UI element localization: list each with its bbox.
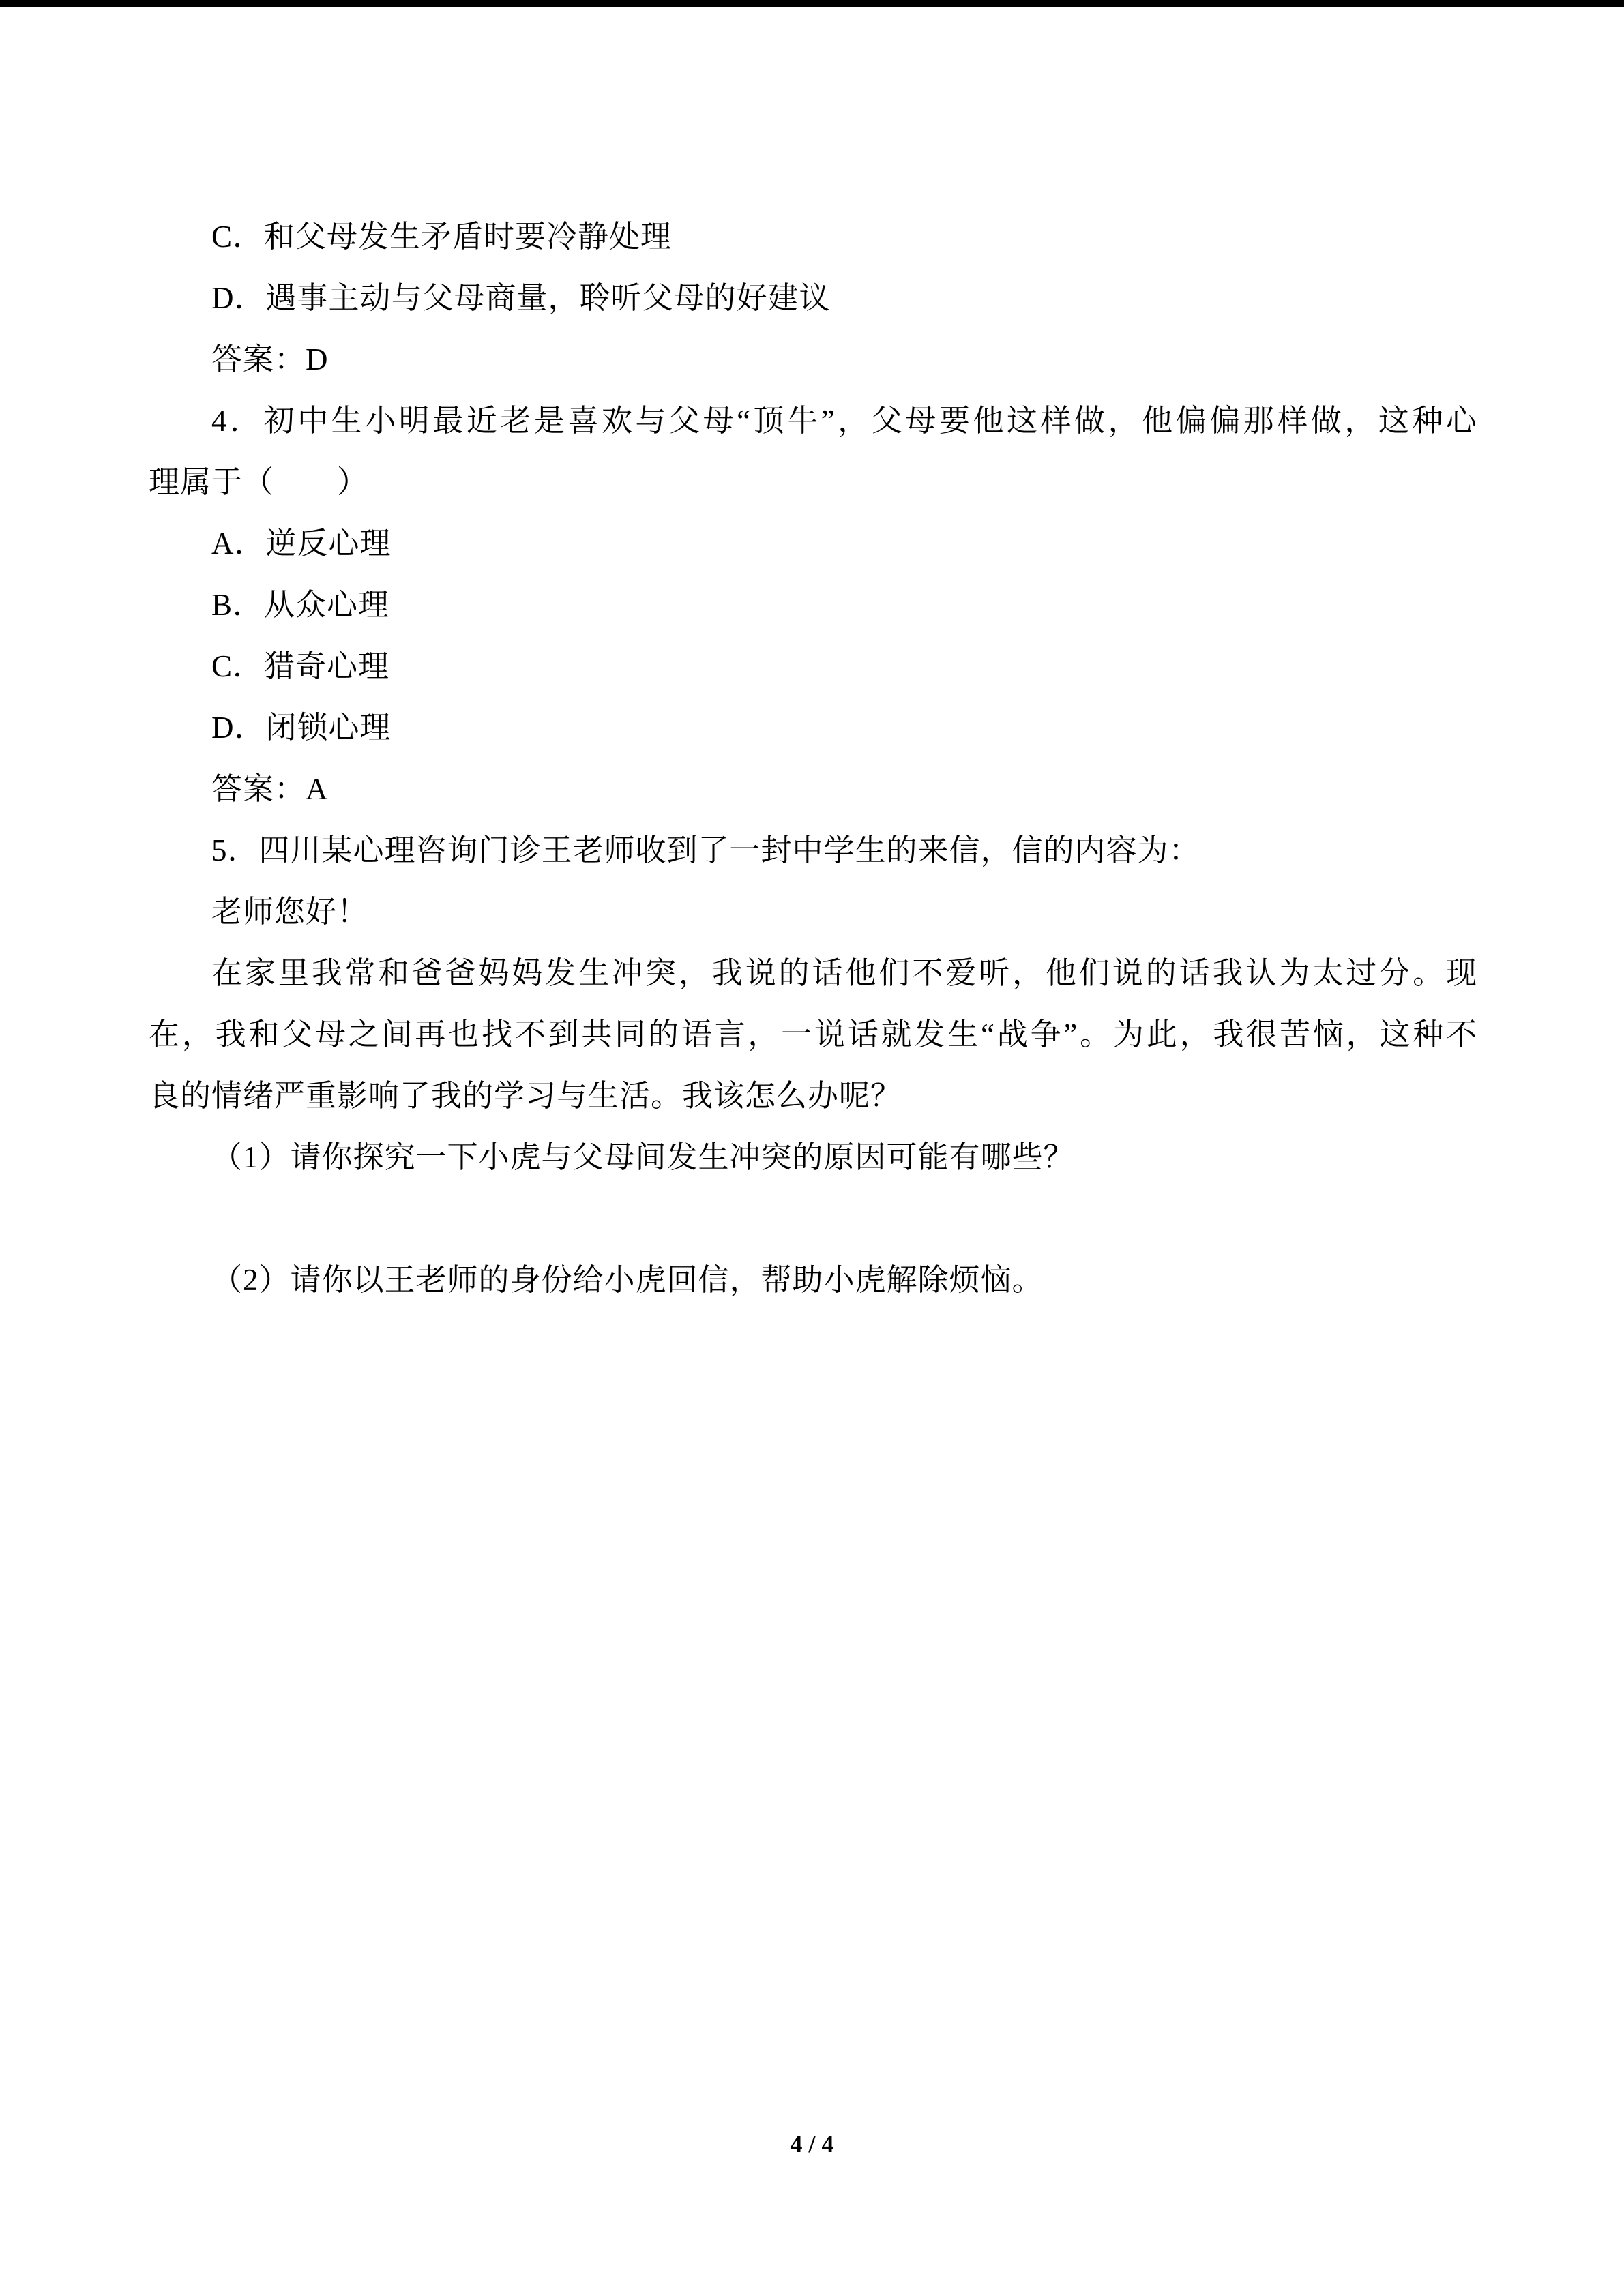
answer-q3: 答案：D (211, 342, 329, 376)
option-a-q4: A．逆反心理 (211, 526, 392, 561)
letter-body-line-2: 在，我和父母之间再也找不到共同的语言，一说话就发生“战争”。为此，我很苦恼，这种不 (149, 1017, 1477, 1052)
top-border (0, 0, 1624, 7)
letter-body-line-1: 在家里我常和爸爸妈妈发生冲突，我说的话他们不爱听，他们说的话我认为太过分。现 (211, 956, 1477, 990)
letter-greeting: 老师您好！ (211, 895, 369, 929)
option-b-q4: B．从众心理 (211, 588, 390, 622)
page-number: 4 / 4 (790, 2130, 834, 2158)
question-4-line-1: 4．初中生小明最近老是喜欢与父母“顶牛”，父母要他这样做，他偏偏那样做，这种心 (211, 404, 1477, 438)
document-text-block (149, 206, 1477, 1311)
option-d-q4: D．闭锁心理 (211, 711, 392, 745)
blank-line (149, 1188, 1477, 1249)
question-5-intro: 5．四川某心理咨询门诊王老师收到了一封中学生的来信，信的内容为： (211, 833, 1200, 867)
question-5-part-1: （1）请你探究一下小虎与父母间发生冲突的原因可能有哪些？ (211, 1140, 1075, 1174)
question-4-line-2: 理属于（ ） (149, 465, 369, 499)
option-c-q4: C．猎奇心理 (211, 649, 390, 683)
letter-body-line-3: 良的情绪严重影响了我的学习与生活。我该怎么办呢？ (149, 1079, 902, 1113)
option-c-q3: C．和父母发生矛盾时要冷静处理 (211, 220, 673, 254)
option-d-q3: D．遇事主动与父母商量，聆听父母的好建议 (211, 281, 831, 315)
question-5-part-2: （2）请你以王老师的身份给小虎回信，帮助小虎解除烦恼。 (211, 1263, 1044, 1297)
answer-q4: 答案：A (211, 772, 329, 806)
